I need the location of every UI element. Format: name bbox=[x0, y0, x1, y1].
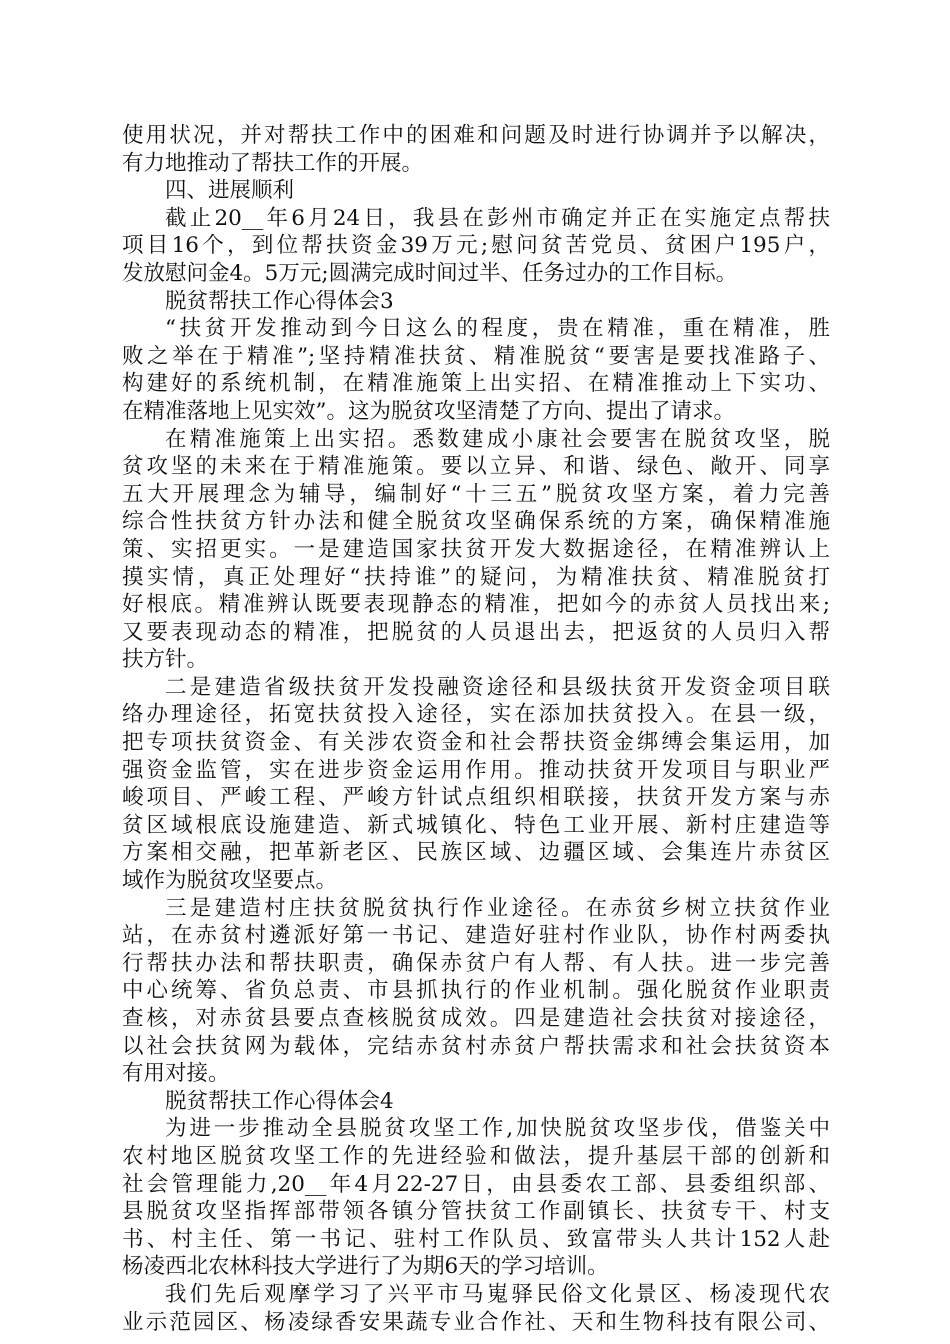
text-line: 社会管理能力,20__年4月22-27日，由县委农工部、县委组织部、 bbox=[122, 1171, 830, 1197]
text-line: 域作为脱贫攻坚要点。 bbox=[122, 868, 338, 894]
text-line: 以社会扶贫网为载体，完结赤贫村赤贫户帮扶需求和社会扶贫资本 bbox=[122, 1033, 830, 1059]
text-line: 又要表现动态的精准，把脱贫的人员退出去，把返贫的人员归入帮 bbox=[122, 619, 830, 645]
text-line: 有用对接。 bbox=[122, 1061, 230, 1087]
text-line: 贫攻坚的未来在于精准施策。要以立异、和谐、绿色、敞开、同享 bbox=[122, 454, 830, 480]
text-line: 三是建造村庄扶贫脱贫执行作业途径。在赤贫乡树立扶贫作业 bbox=[165, 895, 830, 921]
text-line: 项目16个，到位帮扶资金39万元;慰问贫苦党员、贫困户195户， bbox=[122, 233, 830, 259]
document-body bbox=[122, 122, 830, 1336]
text-line: 峻项目、严峻工程、严峻方针试点组织相联接，扶贫开发方案与赤 bbox=[122, 785, 830, 811]
text-line: 二是建造省级扶贫开发投融资途径和县级扶贫开发资金项目联 bbox=[165, 674, 830, 700]
text-line: 络办理途径，拓宽扶贫投入途径，实在添加扶贫投入。在县一级， bbox=[122, 702, 830, 728]
text-line: 扶方针。 bbox=[122, 647, 209, 673]
text-line: “扶贫开发推动到今日这么的程度，贵在精准，重在精准，胜 bbox=[165, 316, 830, 342]
text-line: 站，在赤贫村遴派好第一书记、建造好驻村作业队，协作村两委执 bbox=[122, 923, 830, 949]
text-line: 为进一步推动全县脱贫攻坚工作,加快脱贫攻坚步伐，借鉴关中 bbox=[165, 1116, 830, 1142]
text-line: 截止20__年6月24日，我县在彭州市确定并正在实施定点帮扶 bbox=[165, 205, 830, 231]
text-line: 五大开展理念为辅导，编制好“十三五”脱贫攻坚方案，着力完善 bbox=[122, 481, 830, 507]
text-line: 方案相交融，把革新老区、民族区域、边疆区域、会集连片赤贫区 bbox=[122, 840, 830, 866]
text-line: 把专项扶贫资金、有关涉农资金和社会帮扶资金绑缚会集运用，加 bbox=[122, 730, 830, 756]
text-line: 有力地推动了帮扶工作的开展。 bbox=[122, 150, 424, 176]
text-line: 败之举在于精准”;坚持精准扶贫、精准脱贫“要害是要找准路子、 bbox=[122, 343, 830, 369]
text-line: 农村地区脱贫攻坚工作的先进经验和做法，提升基层干部的创新和 bbox=[122, 1143, 830, 1169]
text-line: 脱贫帮扶工作心得体会3 bbox=[165, 288, 394, 314]
text-line: 脱贫帮扶工作心得体会4 bbox=[165, 1088, 394, 1114]
text-line: 贫区域根底设施建造、新式城镇化、特色工业开展、新村庄建造等 bbox=[122, 812, 830, 838]
text-line: 我们先后观摩学习了兴平市马嵬驿民俗文化景区、杨凌现代农 bbox=[165, 1281, 830, 1307]
text-line: 好根底。精准辨认既要表现静态的精准，把如今的赤贫人员找出来; bbox=[122, 592, 830, 618]
text-line: 业示范园区、杨凌绿香安果蔬专业合作社、天和生物科技有限公司、 bbox=[122, 1309, 830, 1335]
text-line: 使用状况，并对帮扶工作中的困难和问题及时进行协调并予以解决， bbox=[122, 123, 830, 148]
text-line: 查核，对赤贫县要点查核脱贫成效。四是建造社会扶贫对接途径， bbox=[122, 1006, 830, 1031]
text-line: 在精准施策上出实招。悉数建成小康社会要害在脱贫攻坚，脱 bbox=[165, 426, 830, 452]
text-line: 发放慰问金4。5万元;圆满完成时间过半、任务过办的工作目标。 bbox=[122, 260, 738, 286]
text-line: 行帮扶办法和帮扶职责，确保赤贫户有人帮、有人扶。进一步完善 bbox=[122, 950, 830, 976]
text-line: 书、村主任、第一书记、驻村工作队员、致富带头人共计152人赴 bbox=[122, 1226, 830, 1252]
text-line: 县脱贫攻坚指挥部带领各镇分管扶贫工作副镇长、扶贫专干、村支 bbox=[122, 1199, 830, 1225]
text-line: 强资金监管，实在进步资金运用作用。推动扶贫开发项目与职业严 bbox=[122, 757, 830, 783]
text-line: 策、实招更实。一是建造国家扶贫开发大数据途径，在精准辨认上 bbox=[122, 536, 830, 562]
text-line: 构建好的系统机制，在精准施策上出实招、在精准推动上下实功、 bbox=[122, 371, 830, 397]
text-line: 杨凌西北农林科技大学进行了为期6天的学习培训。 bbox=[122, 1254, 609, 1280]
text-line: 摸实情，真正处理好“扶持谁”的疑问，为精准扶贫、精准脱贫打 bbox=[122, 564, 830, 590]
text-line: 中心统筹、省负总责、市县抓执行的作业机制。强化脱贫作业职责 bbox=[122, 978, 830, 1004]
text-line: 四、进展顺利 bbox=[165, 178, 295, 204]
text-line: 综合性扶贫方针办法和健全脱贫攻坚确保系统的方案，确保精准施 bbox=[122, 509, 830, 535]
text-line: 在精准落地上见实效”。这为脱贫攻坚清楚了方向、提出了请求。 bbox=[122, 398, 735, 424]
